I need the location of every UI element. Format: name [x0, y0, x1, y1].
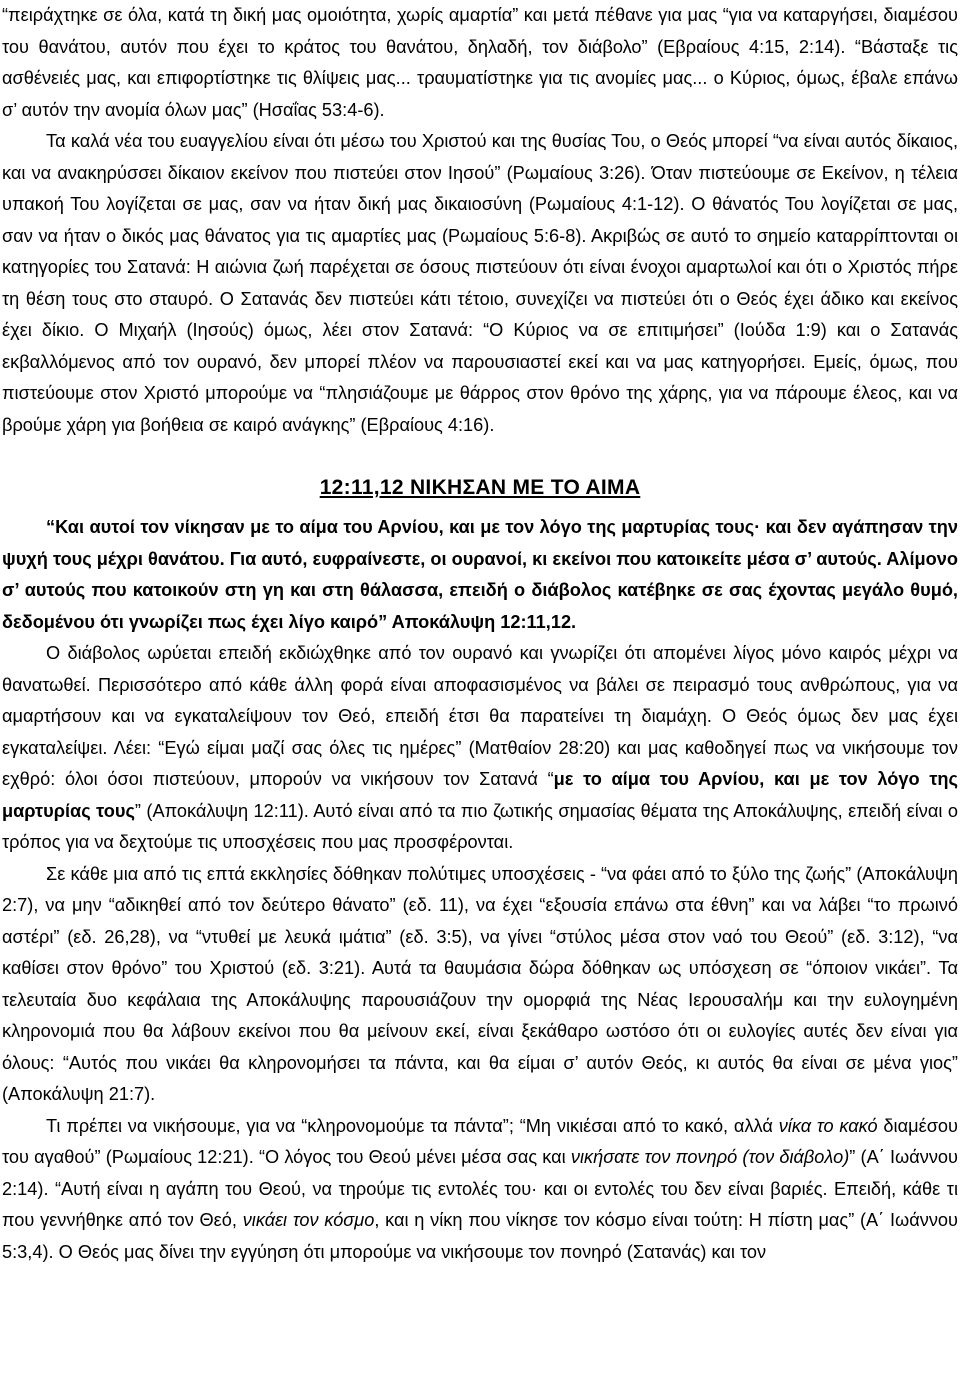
- italic-phrase: νικάει τον κόσμο: [242, 1210, 375, 1230]
- bold-quote: με το αίμα του Αρνίου, και με τον λόγο της μαρτυρίας τους: [2, 769, 958, 821]
- italic-phrase: νικήσατε τον πονηρό (τον διάβολο): [570, 1147, 850, 1167]
- paragraph-intro: “πειράχτηκε σε όλα, κατά τη δική μας ομοιότητα, χωρίς αμαρτία” και μετά πέθανε για μας “για να καταργήσει, διαμέσου του θανάτου, αυτόν που έχει το κράτος του θανάτου, δηλαδή, τον διάβολο” (Εβραίους 4:15, 2:14). “Βάσταξε τις ασθένειές μας, και επιφορτίστηκε τις θλίψεις μας... τραυματίστηκε για τις ανομίες μας... ο Κύριος, όμως, έβαλε επάνω σ’ αυτόν την ανομία όλων μας” (Ησαΐας 53:4-6).: [2, 5, 958, 120]
- text-segment: Τι πρέπει να νικήσουμε, για να “κληρονομούμε τα πάντα”; “Μη νικιέσαι από το κακό, αλλά: [46, 1115, 779, 1136]
- paragraph-final: [2, 1111, 958, 1269]
- italic-phrase: νίκα το κακό: [778, 1115, 878, 1136]
- text-segment: ” (Α΄ Ιωάννου 2:14). “Αυτή είναι η αγάπη του Θεού, να τηρούμε τις εντολές του· και οι εντολές του δεν είναι βαριές. Επειδή, κάθε τι που γεννήθηκε από τον Θεό,: [2, 1147, 958, 1230]
- text-segment: διαμέσου του αγαθού” (Ρωμαίους 12:21). “Ο λόγος του Θεού μένει μέσα σας και: [2, 1115, 958, 1167]
- text-segment: Ο διάβολος ωρύεται επειδή εκδιώχθηκε από τον ουρανό και γνωρίζει ότι απομένει λίγος μόνο καιρός μέχρι να θανατωθεί. Περισσότερο από κάθε άλλη φορά είναι αποφασισμένος να βάλει σε πειρασμό τους ανθρώπους, για να αμαρτήσουν και να εγκαταλείψουν τον Θεό, επειδή έτσι θα παρατείνει τη διαμάχη. Ο Θεός όμως δεν μας έχει εγκαταλείψει. Λέει: “Εγώ είμαι μαζί σας όλες τις ημέρες” (Ματθαίον 28:20) και μας καθοδηγεί πως να νικήσουμε τον εχθρό: όλοι όσοι πιστεύουν, μπορούν να νικήσουν τον Σατανά “: [2, 643, 958, 789]
- paragraph-devil: [2, 638, 958, 859]
- section-heading: 12:11,12 ΝΙΚΗΣΑΝ ΜΕ ΤΟ ΑΙΜΑ: [319, 476, 641, 499]
- text-segment: , και η νίκη που νίκησε τον κόσμο είναι τούτη: Η πίστη μας” (Α΄ Ιωάννου 5:3,4). Ο Θεός μας δίνει την εγγύηση ότι μπορούμε να νικήσουμε τον πονηρό (Σατανάς) και τον: [2, 1210, 958, 1262]
- text-segment: ” (Αποκάλυψη 12:11). Αυτό είναι από τα πιο ζωτικής σημασίας θέματα της Αποκάλυψης, επειδή είναι ο τρόπος για να δεχτούμε τις υποσχέσεις που μας προσφέρονται.: [2, 800, 958, 852]
- paragraph-promises: Σε κάθε μια από τις επτά εκκλησίες δόθηκαν πολύτιμες υποσχέσεις - “να φάει από το ξύλο της ζωής” (Αποκάλυψη 2:7), να μην “αδικηθεί από τον δεύτερο θάνατο” (εδ. 11), να έχει “εξουσία επάνω στα έθνη” και να λάβει “το πρωινό αστέρι” (εδ. 26,28), να “ντυθεί με λευκά ιμάτια” (εδ. 3:5), να γίνει “στύλος μέσα στον ναό του Θεού” (εδ. 3:12), “να καθίσει στον θρόνο” του Χριστού (εδ. 3:21). Αυτά τα θαυμάσια δώρα δόθηκαν ως υπόσχεση σε “όποιον νικάει”. Τα τελευταία δυο κεφάλαια της Αποκάλυψης παρουσιάζουν την ομορφιά της Νέας Ιερουσαλήμ και την ευλογημένη κληρονομιά που θα λάβουν εκείνοι που θα μείνουν εκεί, είναι ξεκάθαρο ωστόσο ότι οι ευλογίες αυτές δεν είναι για όλους: “Αυτός που νικάει θα κληρονομήσει τα πάντα, και θα είμαι σ’ αυτόν Θεός, κι αυτός θα είναι σε μένα γιος” (Αποκάλυψη 21:7).: [2, 863, 958, 1104]
- scripture-quote: “Και αυτοί τον νίκησαν με το αίμα του Αρνίου, και με τον λόγο της μαρτυρίας τους· και δεν αγάπησαν την ψυχή τους μέχρι θανάτου. Για αυτό, ευφραίνεστε, οι ουρανοί, κι εκείνοι που κατοικείτε μέσα σ’ αυτούς. Αλίμονο σ’ αυτούς που κατοικούν στη γη και στη θάλασσα, επειδή ο διάβολος κατέβηκε σε σας έχοντας μεγάλο θυμό, δεδομένου ότι γνωρίζει πως έχει λίγο καιρό” Αποκάλυψη 12:11,12.: [2, 517, 958, 632]
- paragraph-gospel: Τα καλά νέα του ευαγγελίου είναι ότι μέσω του Χριστού και της θυσίας Του, ο Θεός μπορεί “να είναι αυτός δίκαιος, και να ανακηρύσσει δίκαιον εκείνον που πιστεύει στον Ιησού” (Ρωμαίους 3:26). Όταν πιστεύουμε σε Εκείνον, η τέλεια υπακοή Του λογίζεται σε μας, σαν να ήταν δική μας δικαιοσύνη (Ρωμαίους 4:1-12). Ο θάνατός Του λογίζεται σε μας, σαν να ήταν ο δικός μας θάνατος για τις αμαρτίες μας (Ρωμαίους 5:6-8). Ακριβώς σε αυτό το σημείο καταρρίπτονται οι κατηγορίες του Σατανά: Η αιώνια ζωή παρέχεται σε όσους πιστεύουν ότι είναι ένοχοι αμαρτωλοί και ότι ο Χριστός πήρε τη θέση τους στο σταυρό. Ο Σατανάς δεν πιστεύει κάτι τέτοιο, συνεχίζει να πιστεύει ότι ο Θεός έχει άδικο και εκείνος έχει δίκιο. Ο Μιχαήλ (Ιησούς) όμως, λέει στον Σατανά: “Ο Κύριος να σε επιτιμήσει” (Ιούδα 1:9) και ο Σατανάς εκβαλλόμενος από τον ουρανό, δεν μπορεί πλέον να παρουσιαστεί εκεί και να μας κατηγορήσει. Εμείς, όμως, που πιστεύουμε στον Χριστό μπορούμε να “πλησιάζουμε με θάρρος στον θρόνο της χάρης, για να πάρουμε έλεος, και να βρούμε χάρη για βοήθεια σε καιρό ανάγκης” (Εβραίους 4:16).: [2, 131, 958, 435]
